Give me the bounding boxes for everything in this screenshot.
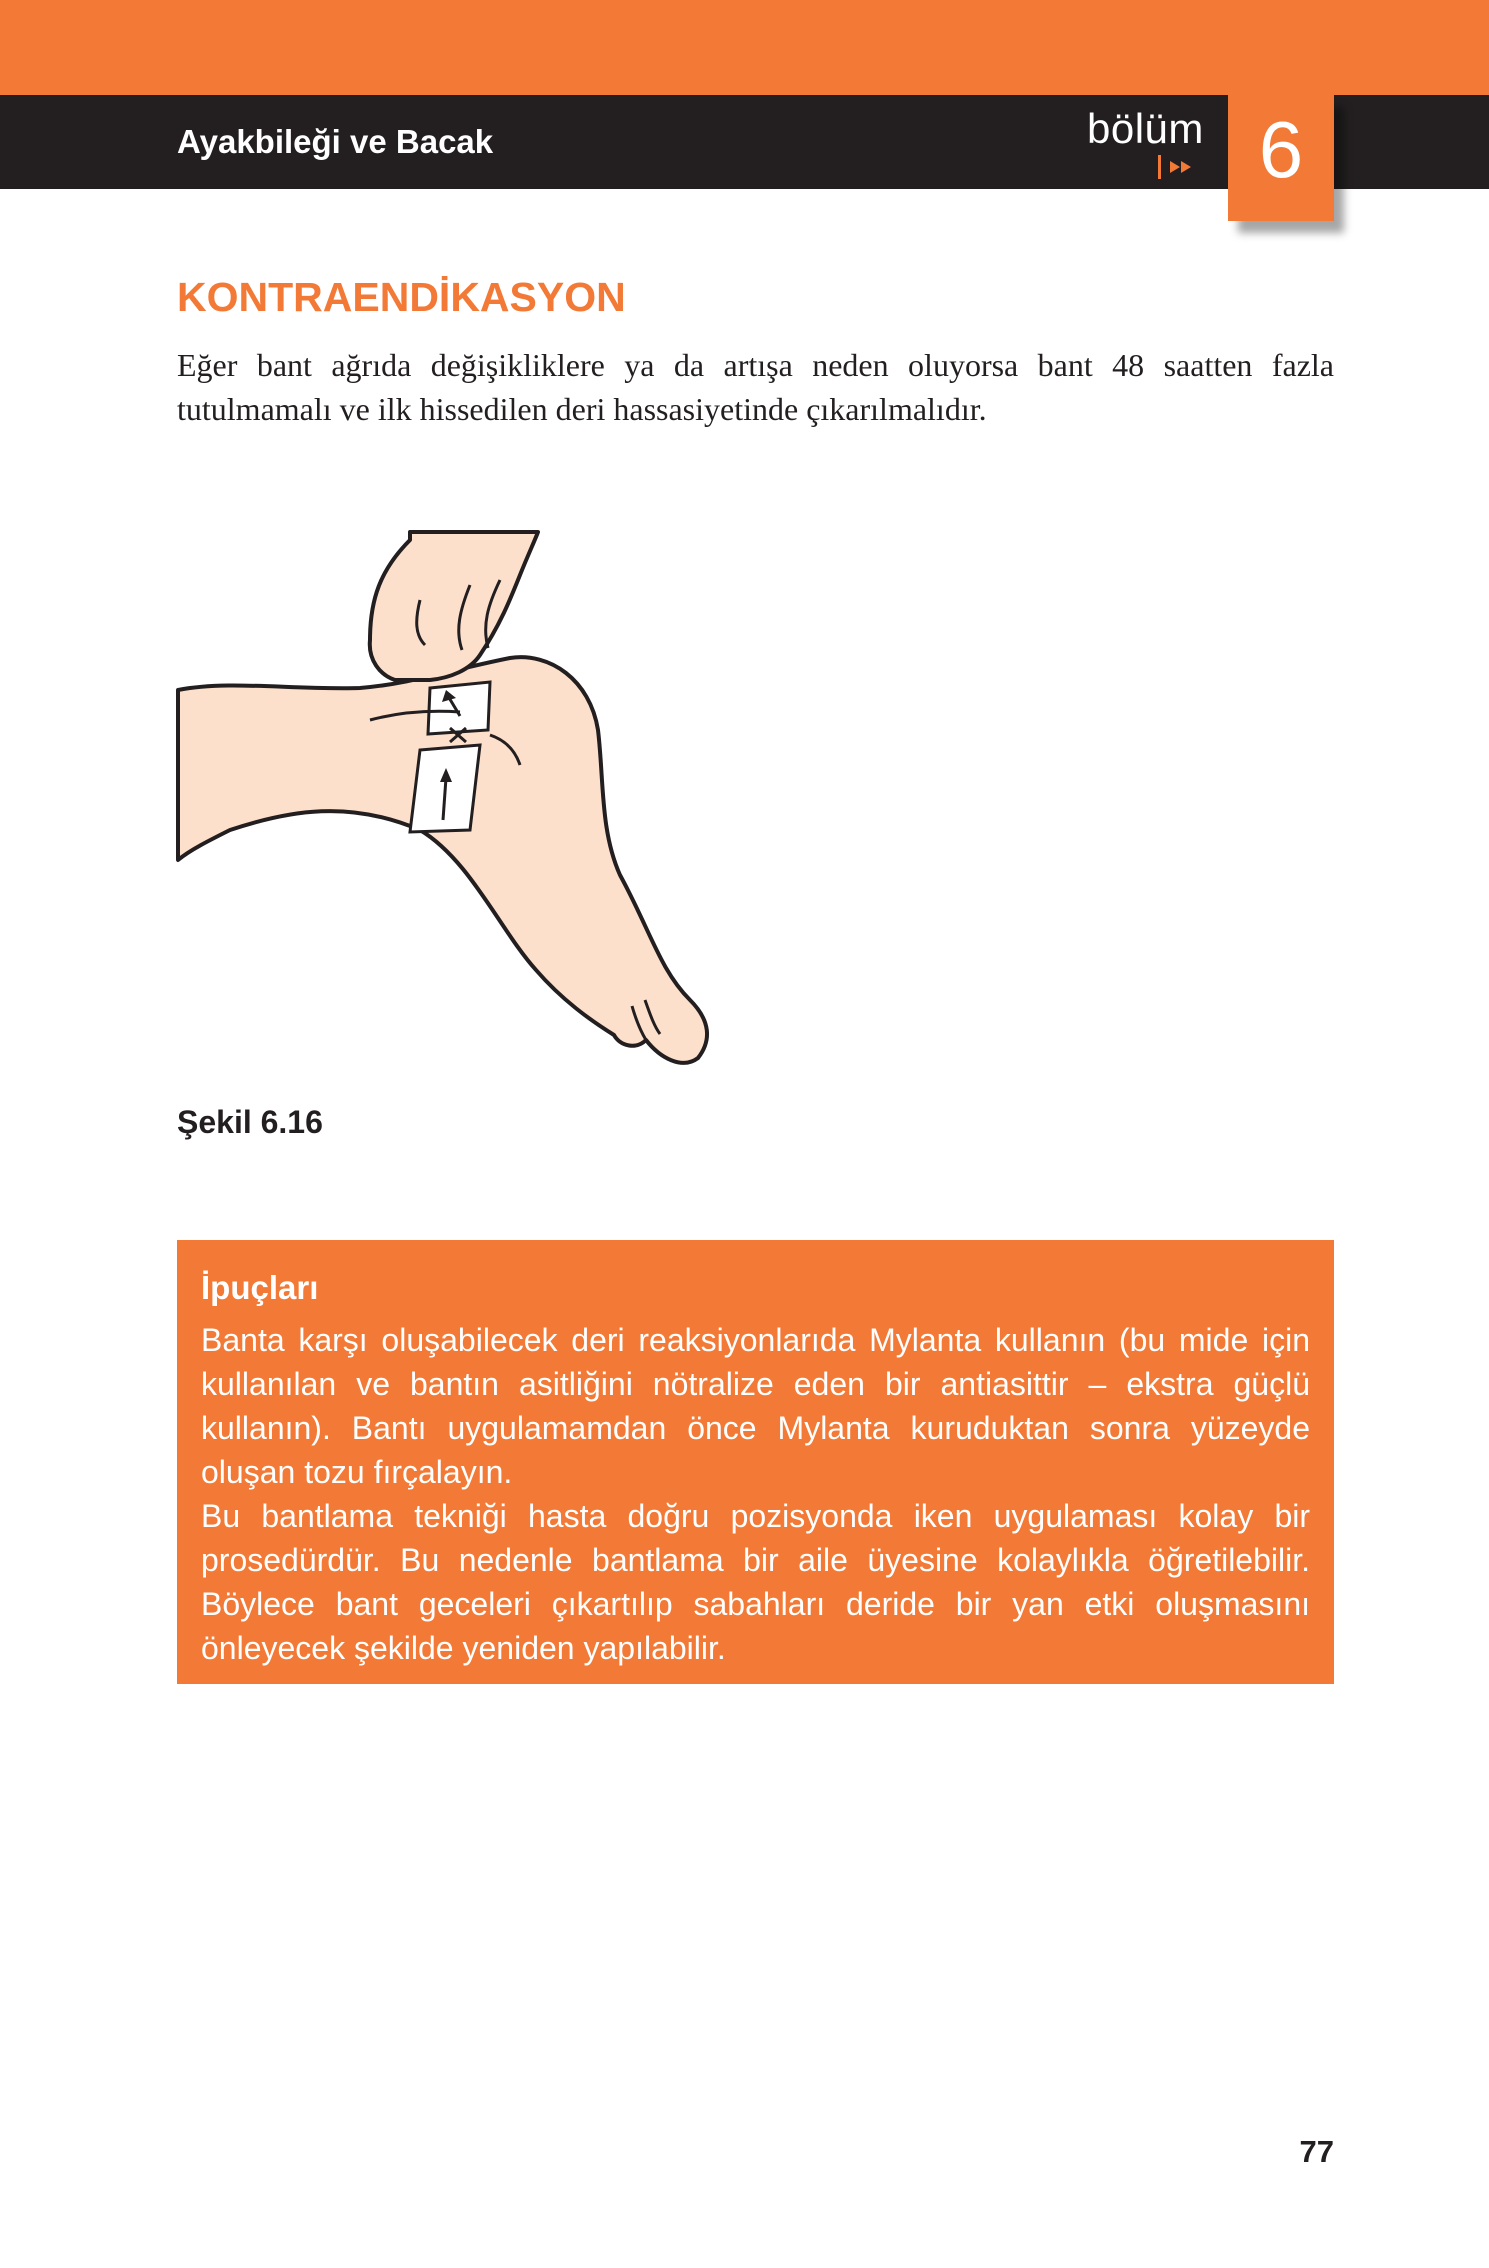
tape-upper xyxy=(428,682,490,734)
tips-box xyxy=(177,1240,1334,1684)
page-number: 77 xyxy=(1299,2134,1334,2169)
body-paragraph: Eğer bant ağrıda değişikliklere ya da artışa neden oluyorsa bant 48 saatten fazla tutulmamalı ve ilk hissedilen deri hassasiyetinde çıkarılmalıdır. xyxy=(177,347,1334,427)
ankle-taping-illustration xyxy=(170,530,730,1070)
section-title: Ayakbileği ve Bacak xyxy=(177,123,494,160)
chapter-arrow-icon xyxy=(1158,155,1202,179)
tips-paragraph-1: Banta karşı oluşabilecek deri reaksiyonlarıda Mylanta kullanın (bu mide için kullanılan ve bantın asitliğini nötralize eden bir antiasittir – ekstra güçlü kullanın). Bantı uygulamamdan önce Mylanta kuruduktan sonra yüzeyde oluşan tozu fırçalayın. xyxy=(201,1322,1310,1490)
figure-caption: Şekil 6.16 xyxy=(177,1104,323,1140)
chapter-number: 6 xyxy=(1258,105,1304,194)
tips-paragraph-2: Bu bantlama tekniği hasta doğru pozisyonda iken uygulaması kolay bir prosedürdür. Bu nedenle bantlama bir aile üyesine kolaylıkla öğretilebilir. Böylece bant geceleri çıkartılıp sabahları deride bir yan etki oluşmasını önleyecek şekilde yeniden yapılabilir. xyxy=(201,1498,1310,1666)
section-heading: KONTRAENDİKASYON xyxy=(177,274,626,320)
tips-title: İpuçları xyxy=(201,1269,319,1306)
chapter-label: bölüm xyxy=(1087,105,1204,152)
header-orange-band xyxy=(0,0,1489,95)
